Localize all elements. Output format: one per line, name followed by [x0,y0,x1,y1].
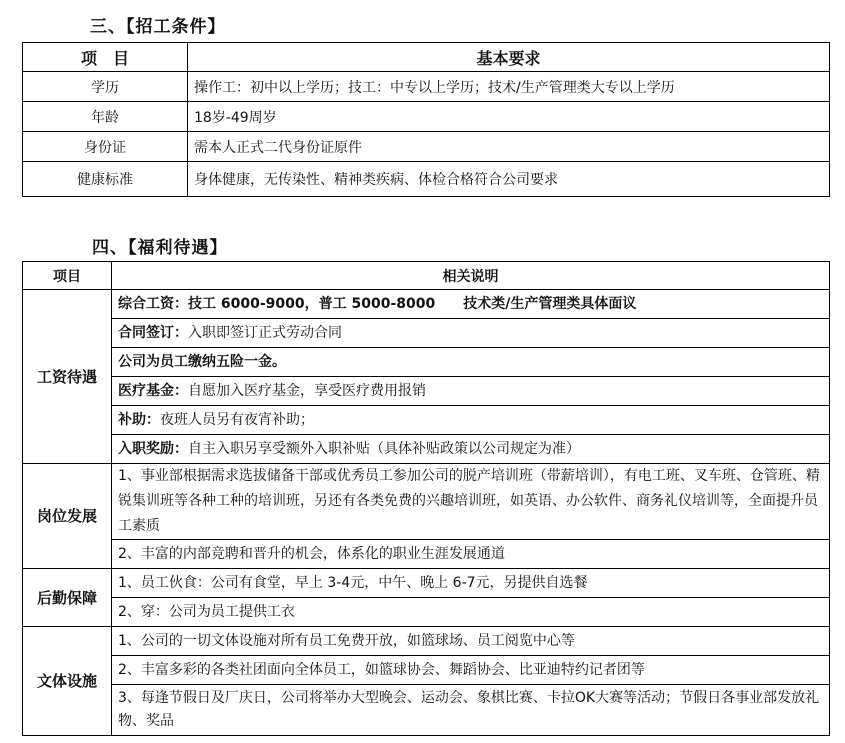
onboarding-bonus-label: 入职奖励： [118,441,188,457]
career-detail: 1、事业部根据需求选拔储备干部或优秀员工参加公司的脱产培训班（带薪培训），有电工班、叉车班、仓管班、精锐集训班等各种工种的培训班，另还有各类免费的兴趣培训班，如英语、办公软件、商务礼仪培训等，全面提升员工素质 [112,464,830,540]
column-header-item: 项目 [23,262,112,290]
row-value: 需本人正式二代身份证原件 [188,132,830,162]
row-label: 健康标准 [23,162,188,197]
column-header-item: 项 目 [23,43,188,72]
table-row [23,435,830,464]
subsidy-text: 夜班人员另有夜宵补助； [160,412,314,428]
career-detail: 2、丰富的内部竞聘和晋升的机会，体系化的职业生涯发展通道 [112,540,830,569]
insurance-detail: 公司为员工缴纳五险一金。 [112,348,830,377]
culture-detail: 3、每逢节假日及厂庆日，公司将举办大型晚会、运动会、象棋比赛、卡拉OK大赛等活动；节假日各事业部发放礼物、奖品 [112,685,830,736]
contract-text: 入职即签订正式劳动合同 [188,325,342,341]
contract-detail [112,319,830,348]
row-label: 身份证 [23,132,188,162]
group-label-culture: 文体设施 [23,627,112,736]
medical-fund-label: 医疗基金： [118,383,188,399]
group-label-logistics: 后勤保障 [23,569,112,627]
table-row [23,72,830,102]
logistics-detail: 1、员工伙食：公司有食堂，早上 3-4元，中午、晚上 6-7元，另提供自选餐 [112,569,830,598]
table-row [23,656,830,685]
row-label: 年龄 [23,102,188,132]
column-header-description: 相关说明 [112,262,830,290]
culture-detail: 1、公司的一切文体设施对所有员工免费开放，如篮球场、员工阅览中心等 [112,627,830,656]
medical-fund-text: 自愿加入医疗基金，享受医疗费用报销 [188,383,426,399]
subsidy-detail [112,406,830,435]
subsidy-label: 补助： [118,412,160,428]
table-row [23,102,830,132]
logistics-detail: 2、穿：公司为员工提供工衣 [112,598,830,627]
table-row [23,162,830,197]
column-header-requirement: 基本要求 [188,43,830,72]
row-value: 18岁-49周岁 [188,102,830,132]
salary-detail: 综合工资：技工 6000-9000，普工 5000-8000 技术类/生产管理类具体面议 [112,290,830,319]
section3-title: 三、【招工条件】 [90,17,226,37]
table-row [23,685,830,736]
row-label: 学历 [23,72,188,102]
table-row [23,290,830,319]
culture-detail: 2、丰富多彩的各类社团面向全体员工，如篮球协会、舞蹈协会、比亚迪特约记者团等 [112,656,830,685]
recruitment-conditions-table [22,42,830,197]
onboarding-bonus-detail [112,435,830,464]
table-row [23,377,830,406]
table-header-row [23,43,830,72]
table-row [23,627,830,656]
group-label-salary: 工资待遇 [23,290,112,464]
table-row [23,569,830,598]
table-row [23,598,830,627]
section4-title: 四、【福利待遇】 [92,238,228,258]
onboarding-bonus-text: 自主入职另享受额外入职补贴（具体补贴政策以公司规定为准） [188,441,580,457]
table-row [23,406,830,435]
table-row [23,540,830,569]
table-row [23,132,830,162]
contract-label: 合同签订： [118,325,188,341]
table-row [23,348,830,377]
table-row [23,319,830,348]
benefits-table [22,261,830,736]
row-value: 操作工：初中以上学历；技工：中专以上学历；技术/生产管理类大专以上学历 [188,72,830,102]
group-label-career: 岗位发展 [23,464,112,569]
table-header-row [23,262,830,290]
table-row [23,464,830,540]
medical-fund-detail [112,377,830,406]
row-value: 身体健康，无传染性、精神类疾病、体检合格符合公司要求 [188,162,830,197]
